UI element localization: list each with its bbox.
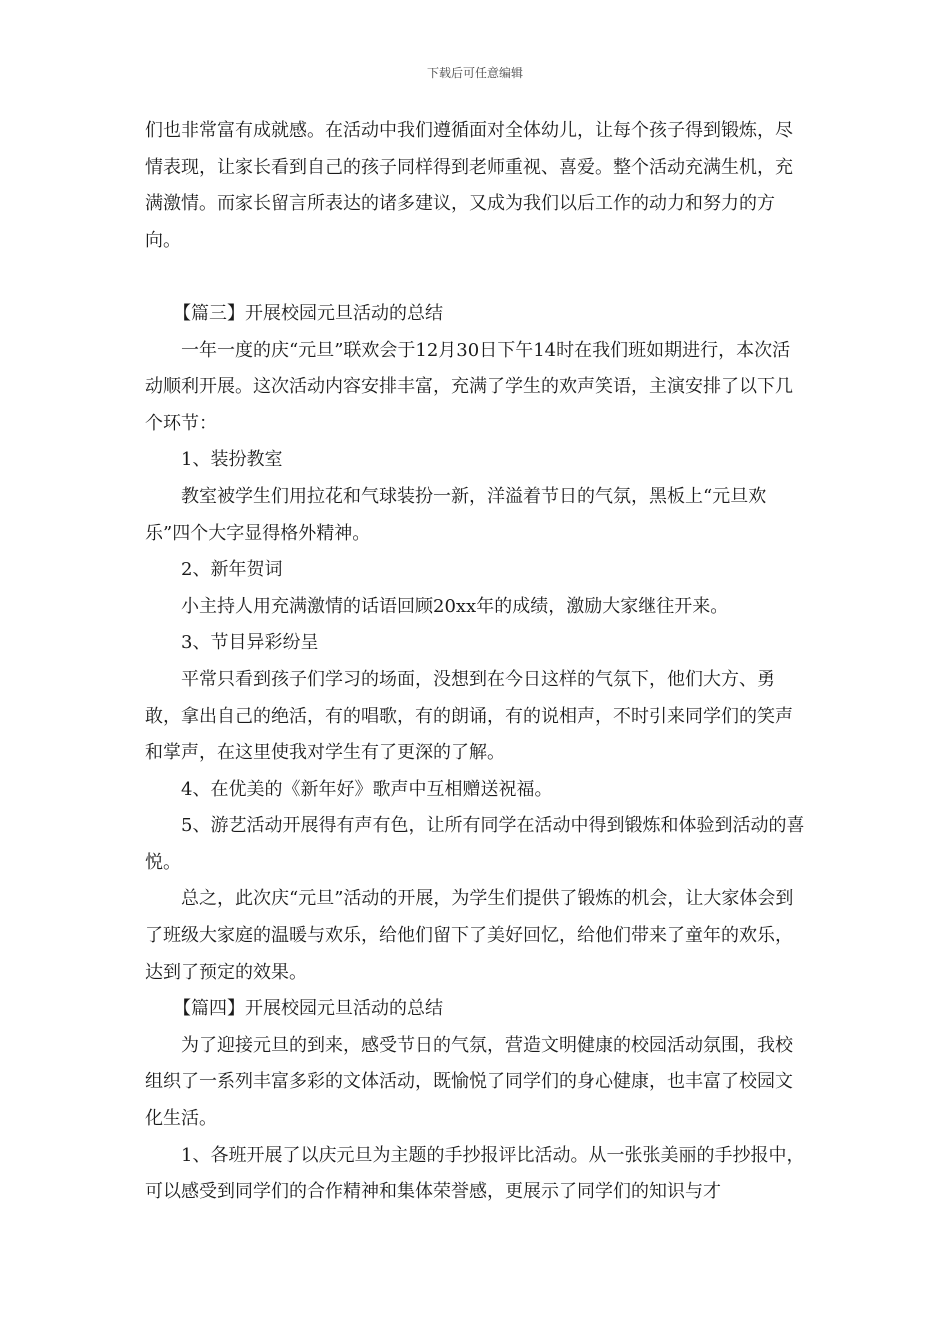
body-text xyxy=(145,113,807,1211)
paragraph: 们也非常富有成就感。在活动中我们遵循面对全体幼儿，让每个孩子得到锻炼，尽情表现，让家长看到自己的孩子同样得到老师重视、喜爱。整个活动充满生机，充满激情。而家长留言所表达的诸多建议，又成为我们以后工作的动力和努力的方向。 xyxy=(145,120,793,251)
paragraph: 小主持人用充满激情的话语回顾20xx年的成绩，激励大家继往开来。 xyxy=(181,595,729,617)
list-item: 2、新年贺词 xyxy=(181,559,283,581)
list-item: 5、游艺活动开展得有声有色，让所有同学在活动中得到锻炼和体验到活动的喜悦。 xyxy=(145,815,805,873)
paragraph: 平常只看到孩子们学习的场面，没想到在今日这样的气氛下，他们大方、勇敢，拿出自己的绝活，有的唱歌，有的朗诵，有的说相声，不时引来同学们的笑声和掌声，在这里使我对学生有了更深的了解。 xyxy=(145,668,793,764)
paragraph-gap xyxy=(145,259,807,296)
page-header: 下载后可任意编辑 xyxy=(426,66,523,80)
section-heading: 【篇三】开展校园元旦活动的总结 xyxy=(173,302,443,324)
list-item: 3、节目异彩纷呈 xyxy=(181,632,319,654)
paragraph: 一年一度的庆“元旦”联欢会于12月30日下午14时在我们班如期进行，本次活动顺利开展。这次活动内容安排丰富，充满了学生的欢声笑语，主演安排了以下几个环节： xyxy=(145,339,793,434)
list-item: 1、各班开展了以庆元旦为主题的手抄报评比活动。从一张张美丽的手抄报中，可以感受到同学们的合作精神和集体荣誉感，更展示了同学们的知识与才 xyxy=(145,1144,805,1203)
list-item: 1、装扮教室 xyxy=(181,449,283,471)
paragraph: 为了迎接元旦的到来，感受节日的气氛，营造文明健康的校园活动氛围，我校组织了一系列丰富多彩的文体活动，既愉悦了同学们的身心健康，也丰富了校园文化生活。 xyxy=(145,1034,793,1130)
paragraph: 教室被学生们用拉花和气球装扮一新，洋溢着节日的气氛，黑板上“元旦欢乐”四个大字显得格外精神。 xyxy=(145,485,767,544)
paragraph: 总之，此次庆“元旦”活动的开展，为学生们提供了锻炼的机会，让大家体会到了班级大家庭的温暖与欢乐，给他们留下了美好回忆，给他们带来了童年的欢乐，达到了预定的效果。 xyxy=(145,888,794,983)
list-item: 4、在优美的《新年好》歌声中互相赠送祝福。 xyxy=(181,778,553,800)
section-heading: 【篇四】开展校园元旦活动的总结 xyxy=(173,998,443,1020)
